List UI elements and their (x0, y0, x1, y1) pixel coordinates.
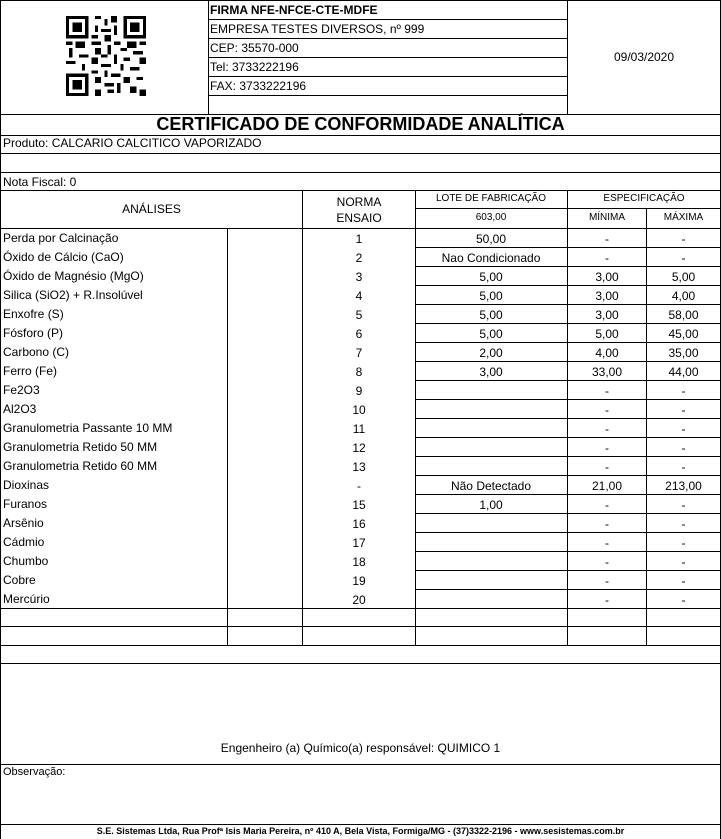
norma-ensaio: 15 (352, 498, 366, 512)
table-row (0, 495, 721, 514)
product-label: Produto: CALCARIO CALCITICO VAPORIZADO (3, 136, 262, 150)
analysis-name: Fe2O3 (3, 383, 40, 397)
analysis-name: Óxido de Cálcio (CaO) (3, 250, 124, 264)
max-value: 45,00 (668, 327, 699, 341)
lote-value: 50,00 (475, 232, 507, 246)
min-value: - (605, 536, 609, 550)
max-value: - (681, 555, 686, 569)
table-row (0, 533, 721, 552)
header-especificacao: ESPECIFICAÇÃO (603, 193, 685, 204)
min-value: - (605, 593, 609, 607)
max-value: 213,00 (665, 479, 702, 493)
norma-ensaio: 11 (352, 422, 366, 436)
max-value: - (681, 251, 686, 265)
table-row (0, 381, 721, 400)
norma-ensaio: 3 (355, 270, 363, 284)
analysis-name: Óxido de Magnésio (MgO) (3, 269, 144, 283)
header-lote: LOTE DE FABRICAÇÃO (435, 193, 547, 204)
header-norma-line1: NORMA (336, 195, 382, 209)
nota-fiscal-label: Nota Fiscal: 0 (3, 175, 77, 189)
table-row (0, 362, 721, 381)
min-value: 5,00 (595, 327, 619, 341)
table-row (0, 571, 721, 590)
analysis-name: Dioxinas (3, 478, 50, 492)
lote-value: 5,00 (479, 308, 503, 322)
norma-ensaio: 9 (355, 384, 363, 398)
analysis-name: Perda por Calcinação (3, 231, 119, 245)
table-row (0, 590, 721, 609)
header-lote-value: 603,00 (475, 212, 507, 223)
norma-ensaio: 19 (352, 574, 366, 588)
min-value: - (605, 403, 609, 417)
norma-ensaio: 4 (355, 289, 363, 303)
min-value: 33,00 (591, 365, 623, 379)
max-value: - (681, 574, 686, 588)
lote-value: 2,00 (479, 346, 503, 360)
min-value: - (605, 460, 609, 474)
header-norma-line2: ENSAIO (336, 211, 382, 225)
min-value: - (605, 251, 609, 265)
table-row (0, 267, 721, 286)
header-norma (303, 194, 415, 226)
min-value: 4,00 (595, 346, 619, 360)
max-value: 44,00 (668, 365, 699, 379)
norma-ensaio: 12 (352, 441, 366, 455)
analysis-name: Fósforo (P) (3, 326, 64, 340)
analysis-name: Granulometria Passante 10 MM (3, 421, 173, 435)
min-value: 3,00 (595, 308, 619, 322)
max-value: - (681, 460, 686, 474)
norma-ensaio: 7 (355, 346, 363, 360)
observation-label: Observação: (3, 766, 66, 778)
header-minima: MÍNIMA (588, 212, 626, 223)
table-row (0, 286, 721, 305)
max-value: - (681, 517, 686, 531)
analysis-name: Ferro (Fe) (3, 364, 57, 378)
norma-ensaio: 16 (352, 517, 366, 531)
lote-value: 5,00 (479, 327, 503, 341)
norma-ensaio: 8 (355, 365, 363, 379)
max-value: - (681, 384, 686, 398)
analysis-name: Granulometria Retido 50 MM (3, 440, 158, 454)
analysis-name: Arsênio (3, 516, 44, 530)
norma-ensaio: - (357, 479, 361, 493)
max-value: 35,00 (668, 346, 699, 360)
qr-code-icon (66, 16, 146, 96)
max-value: - (681, 498, 686, 512)
norma-ensaio: 18 (352, 555, 366, 569)
analysis-name: Cádmio (3, 535, 45, 549)
company-phone: Tel: 3733222196 (210, 60, 299, 74)
analysis-name: Mercúrio (3, 592, 50, 606)
analysis-name: Carbono (C) (3, 345, 70, 359)
min-value: 21,00 (591, 479, 623, 493)
table-row (0, 229, 721, 248)
analysis-name: Granulometria Retido 60 MM (3, 459, 158, 473)
norma-ensaio: 20 (352, 593, 366, 607)
lote-value: 1,00 (479, 498, 503, 512)
max-value: - (681, 593, 686, 607)
company-name: FIRMA NFE-NFCE-CTE-MDFE (210, 3, 378, 17)
table-row (0, 419, 721, 438)
max-value: - (681, 232, 686, 246)
analysis-name: Chumbo (3, 554, 49, 568)
table-row (0, 476, 721, 495)
table-row (0, 343, 721, 362)
table-row (0, 400, 721, 419)
norma-ensaio: 1 (355, 232, 363, 246)
company-address: EMPRESA TESTES DIVERSOS, nº 999 (210, 22, 425, 36)
document-date: 09/03/2020 (613, 50, 675, 64)
min-value: - (605, 555, 609, 569)
min-value: - (605, 384, 609, 398)
analysis-name: Cobre (3, 573, 36, 587)
company-fax: FAX: 3733222196 (210, 79, 307, 93)
analysis-name: Furanos (3, 497, 48, 511)
lote-value: 3,00 (479, 365, 503, 379)
table-row (0, 324, 721, 343)
max-value: - (681, 441, 686, 455)
min-value: - (605, 574, 609, 588)
norma-ensaio: 17 (352, 536, 366, 550)
table-row (0, 457, 721, 476)
min-value: 3,00 (595, 270, 619, 284)
max-value: 5,00 (671, 270, 696, 284)
lote-value: 5,00 (479, 289, 503, 303)
max-value: - (681, 403, 686, 417)
table-row (0, 248, 721, 267)
min-value: 3,00 (595, 289, 619, 303)
table-row (0, 438, 721, 457)
engineer-responsible: Engenheiro (a) Químico(a) responsável: QUIMICO 1 (220, 741, 501, 755)
min-value: - (605, 232, 609, 246)
norma-ensaio: 6 (355, 327, 363, 341)
max-value: - (681, 536, 686, 550)
lote-value: Não Detectado (450, 479, 532, 493)
table-row (0, 305, 721, 324)
table-row (0, 552, 721, 571)
max-value: - (681, 422, 686, 436)
analysis-name: Al2O3 (3, 402, 37, 416)
min-value: - (605, 498, 609, 512)
footer-text: S.E. Sistemas Ltda, Rua Profª Isis Maria Pereira, nº 410 A, Bela Vista, Formiga/MG - (37)3322-2196 - www.sesistemas.com.br (96, 826, 625, 836)
analysis-name: Silica (SiO2) + R.Insolúvel (3, 288, 143, 302)
page-title: CERTIFICADO DE CONFORMIDADE ANALÍTICA (156, 114, 565, 134)
analysis-name: Enxofre (S) (3, 307, 64, 321)
header-maxima: MÁXIMA (663, 212, 704, 223)
lote-value: Nao Condicionado (441, 251, 541, 265)
min-value: - (605, 517, 609, 531)
lote-value: 5,00 (479, 270, 503, 284)
max-value: 4,00 (671, 289, 696, 303)
max-value: 58,00 (668, 308, 699, 322)
min-value: - (605, 422, 609, 436)
norma-ensaio: 10 (352, 403, 366, 417)
min-value: - (605, 441, 609, 455)
header-analises: ANÁLISES (122, 202, 181, 216)
norma-ensaio: 13 (352, 460, 366, 474)
norma-ensaio: 5 (355, 308, 363, 322)
norma-ensaio: 2 (355, 251, 363, 265)
company-cep: CEP: 35570-000 (210, 41, 299, 55)
table-row (0, 514, 721, 533)
